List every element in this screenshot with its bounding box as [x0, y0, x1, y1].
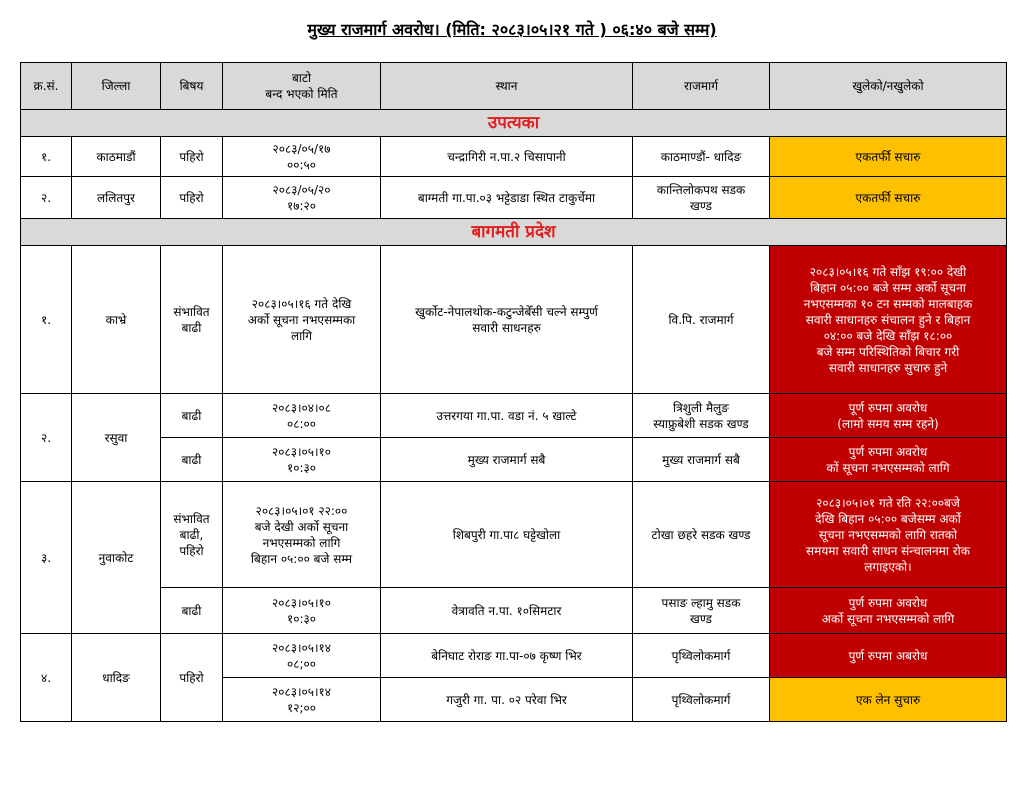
table-row	[21, 177, 1007, 219]
cell-date: २०८३/०५/२० १७:२०	[223, 177, 381, 219]
cell-sn: १.	[21, 246, 72, 394]
road-obstruction-table	[20, 62, 1007, 722]
cell-status: २०८३।०५।०१ गते रति २२:००बजे देखि बिहान ०५:०० बजेसम्म अर्को सूचना नभएसम्मको लागि रातको समयमा सवारी साधन संन्चालनमा रोक लगाइएको।	[770, 482, 1007, 588]
cell-status: पुर्ण रुपमा अबरोध	[770, 634, 1007, 678]
cell-subject: संभावित बाढी	[161, 246, 223, 394]
table-row	[21, 482, 1007, 588]
cell-status: पुर्ण रुपमा अवरोध अर्को सूचना नभएसम्मको लागि	[770, 588, 1007, 634]
cell-place: गजुरी गा. पा. ०२ परेवा भिर	[381, 678, 633, 722]
header-row	[21, 63, 1007, 110]
cell-status: एकतर्फी सचारु	[770, 137, 1007, 177]
cell-highway: काठमाण्डौं- धादिङ	[633, 137, 770, 177]
cell-district: धादिङ	[72, 634, 161, 722]
cell-highway: टोखा छहरे सडक खण्ड	[633, 482, 770, 588]
cell-date: २०८३।०५।१६ गते देखि अर्को सूचना नभएसम्मका लागि	[223, 246, 381, 394]
cell-date: २०८३।०५।०१ २२:०० बजे देखी अर्को सूचना नभएसम्मको लागि बिहान ०५:०० बजे सम्म	[223, 482, 381, 588]
cell-sn: ३.	[21, 482, 72, 634]
cell-district: रसुवा	[72, 394, 161, 482]
cell-subject: संभावित बाढी, पहिरो	[161, 482, 223, 588]
table-row	[21, 394, 1007, 438]
cell-status: एक लेन सुचारु	[770, 678, 1007, 722]
cell-subject: बाढी	[161, 588, 223, 634]
cell-status: एकतर्फी सचारु	[770, 177, 1007, 219]
cell-date: २०८३।०५।१० १०:३०	[223, 438, 381, 482]
cell-highway: मुख्य राजमार्ग सबै	[633, 438, 770, 482]
cell-highway: पृथ्विलोकमार्ग	[633, 678, 770, 722]
cell-sn: ४.	[21, 634, 72, 722]
cell-status: २०८३।०५।१६ गते साँझ १९:०० देखी बिहान ०५:०० बजे सम्म अर्को सूचना नभएसम्मका १० टन सम्मको मालबाहक सवारी साधानहरु संचालन हुने र बिहान ०४:०० बजे देखि साँझ १८:०० बजे सम्म परिस्थितिको बिचार गरी सवारी साधानहरु सुचारु हुने	[770, 246, 1007, 394]
cell-subject: पहिरो	[161, 137, 223, 177]
table-row	[21, 588, 1007, 634]
cell-date: २०८३।०५।१४ ०८;००	[223, 634, 381, 678]
cell-place: खुर्कोट-नेपालथोक-कटुन्जेबेँसी चल्ने सम्पुर्ण सवारी साधनहरु	[381, 246, 633, 394]
cell-status: पुर्ण रुपमा अवरोध कों सूचना नभएसम्मको लागि	[770, 438, 1007, 482]
page-title: मुख्य राजमार्ग अवरोध। (मिति: २०८३।०५।२१ गते ) ०६:४० बजे सम्म)	[307, 20, 717, 39]
cell-sn: २.	[21, 394, 72, 482]
col-header-district: जिल्ला	[72, 63, 161, 110]
col-header-subject: बिषय	[161, 63, 223, 110]
cell-place: शिबपुरी गा.पा८ घट्टेखोला	[381, 482, 633, 588]
col-header-sn: क्र.सं.	[21, 63, 72, 110]
cell-subject: पहिरो	[161, 634, 223, 722]
cell-subject: बाढी	[161, 394, 223, 438]
table-row	[21, 634, 1007, 678]
cell-sn: १.	[21, 137, 72, 177]
section-row-bagmati	[21, 219, 1007, 246]
section-title: बागमती प्रदेश	[21, 219, 1007, 246]
cell-subject: बाढी	[161, 438, 223, 482]
section-title: उपत्यका	[21, 110, 1007, 137]
table-row	[21, 246, 1007, 394]
cell-district: नुवाकोट	[72, 482, 161, 634]
col-header-highway: राजमार्ग	[633, 63, 770, 110]
cell-highway: त्रिशुली मैलुङ स्याफ्रुबेशी सडक खण्ड	[633, 394, 770, 438]
cell-district: ललितपुर	[72, 177, 161, 219]
cell-date: २०८३।०५।१० १०:३०	[223, 588, 381, 634]
col-header-status: खुलेको/नखुलेको	[770, 63, 1007, 110]
table-row	[21, 438, 1007, 482]
cell-date: २०८३।०५।१४ १२;००	[223, 678, 381, 722]
cell-status: पूर्ण रुपमा अवरोध (लामो समय सम्म रहने)	[770, 394, 1007, 438]
section-row-valley	[21, 110, 1007, 137]
cell-subject: पहिरो	[161, 177, 223, 219]
cell-highway: कान्तिलोकपथ सडक खण्ड	[633, 177, 770, 219]
cell-place: बेनिघाट रोराङ गा.पा-०७ कृष्ण भिर	[381, 634, 633, 678]
cell-date: २०८३/०५/१७ ००:५०	[223, 137, 381, 177]
cell-highway: पृथ्विलोकमार्ग	[633, 634, 770, 678]
cell-highway: पसाङ ल्हामु सडक खण्ड	[633, 588, 770, 634]
cell-highway: वि.पि. राजमार्ग	[633, 246, 770, 394]
cell-sn: २.	[21, 177, 72, 219]
cell-district: काभ्रे	[72, 246, 161, 394]
table-row	[21, 137, 1007, 177]
cell-district: काठमाडौं	[72, 137, 161, 177]
cell-place: उत्तरगया गा.पा. वडा नं. ५ खाल्टे	[381, 394, 633, 438]
cell-place: चन्द्रागिरी न.पा.२ चिसापानी	[381, 137, 633, 177]
cell-place: बाग्मती गा.पा.०३ भट्टेडाडा स्थित टाकुर्चेमा	[381, 177, 633, 219]
cell-place: वेत्रावति न.पा. १०सिमटार	[381, 588, 633, 634]
cell-date: २०८३।०४।०८ ०८:००	[223, 394, 381, 438]
col-header-place: स्थान	[381, 63, 633, 110]
col-header-date: बाटो बन्द भएको मिति	[223, 63, 381, 110]
cell-place: मुख्य राजमार्ग सबै	[381, 438, 633, 482]
